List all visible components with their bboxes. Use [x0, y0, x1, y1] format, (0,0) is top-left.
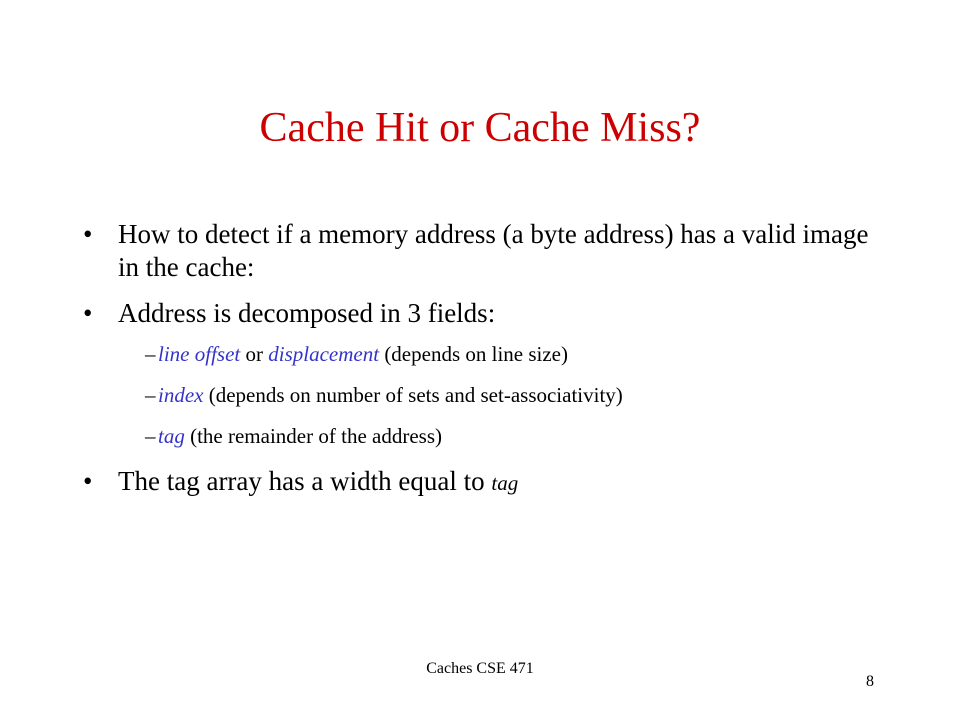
term-index: index [158, 383, 204, 407]
bullet-item-address [83, 297, 893, 330]
sub-item-line-offset [83, 341, 893, 367]
bullet-item-detect [83, 218, 893, 284]
dash-icon: – [145, 424, 156, 448]
bullet-icon: • [83, 466, 93, 496]
bullet-text: The tag array has a width equal to [118, 466, 492, 496]
term-line-offset: line offset [158, 342, 241, 366]
bullet-text: How to detect if a memory address (a byte address) has a valid image in the cache: [118, 219, 869, 282]
emphasis-tag: tag [491, 471, 519, 495]
sub-item-text: (the remainder of the address) [184, 424, 442, 448]
dash-icon: – [145, 342, 156, 366]
term-displacement: displacement [268, 342, 380, 366]
page-number: 8 [866, 673, 874, 690]
sub-item-text: (depends on line size) [379, 342, 569, 366]
bullet-list [83, 218, 893, 515]
slide-footer: Caches CSE 471 [426, 660, 534, 677]
sub-item-tag [83, 423, 893, 449]
bullet-text: Address is decomposed in 3 fields: [118, 298, 496, 328]
slide-title: Cache Hit or Cache Miss? [259, 105, 701, 151]
bullet-item-tag-array [83, 465, 893, 500]
dash-icon: – [145, 383, 156, 407]
bullet-icon: • [83, 219, 93, 249]
sub-list [83, 341, 893, 449]
connector-text: or [240, 342, 269, 366]
term-tag: tag [158, 424, 185, 448]
bullet-icon: • [83, 298, 93, 328]
sub-item-text: (depends on number of sets and set-associativity) [203, 383, 623, 407]
sub-item-index [83, 382, 893, 408]
